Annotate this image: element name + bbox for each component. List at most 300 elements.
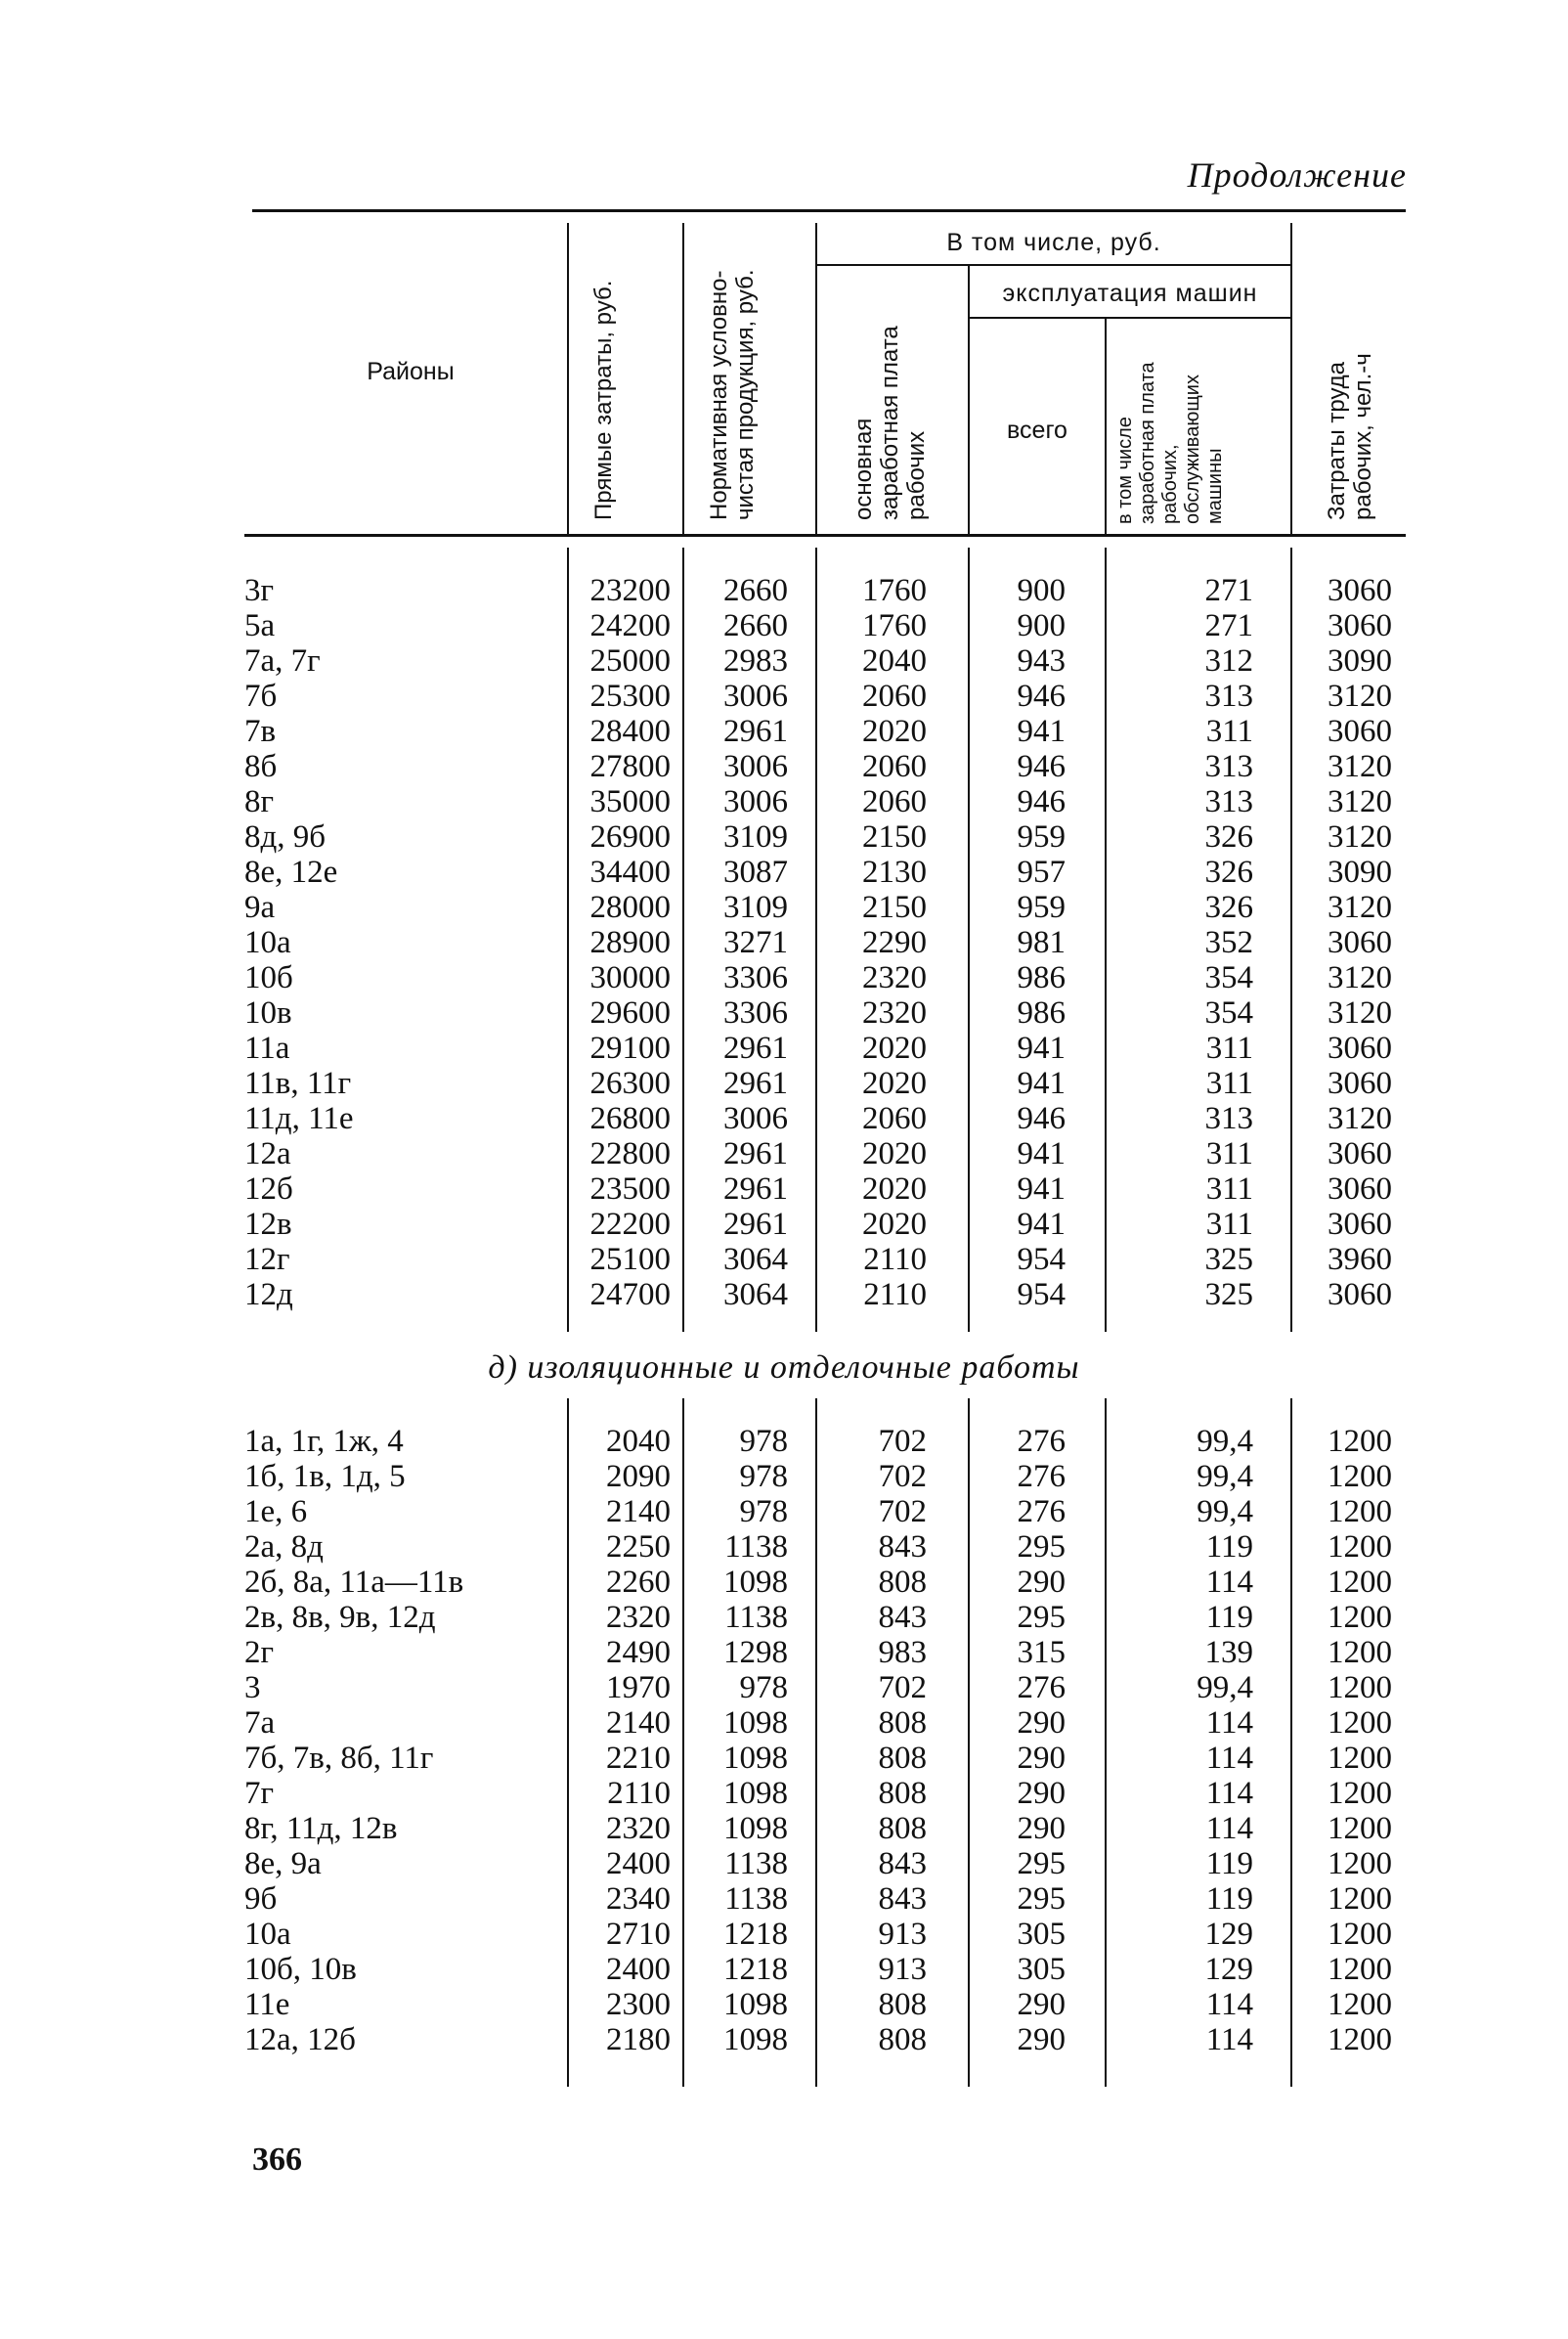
cell-labor-costs: 1200 [1328, 1811, 1392, 1846]
cell-base-wages: 808 [878, 1565, 927, 1600]
cell-normative-output: 1218 [723, 1952, 788, 1987]
cell-machine-total: 900 [1017, 608, 1066, 643]
cell-direct-costs: 2400 [606, 1952, 671, 1987]
table-row [0, 1776, 1568, 1811]
cell-machine-total: 959 [1017, 819, 1066, 855]
cell-direct-costs: 2210 [606, 1741, 671, 1776]
cell-base-wages: 808 [878, 2022, 927, 2057]
cell-machine-total: 290 [1017, 1565, 1066, 1600]
machine-rule [968, 317, 1290, 319]
cell-direct-costs: 2140 [606, 1494, 671, 1529]
cell-direct-costs: 23200 [589, 573, 671, 608]
table-row [0, 995, 1568, 1031]
cell-base-wages: 2060 [862, 679, 927, 714]
table-row [0, 1670, 1568, 1705]
cell-labor-costs: 3060 [1328, 1171, 1392, 1207]
cell-region: 10б, 10в [244, 1952, 357, 1987]
cell-machine-wages: 352 [1204, 925, 1253, 960]
cell-direct-costs: 35000 [589, 784, 671, 819]
cell-labor-costs: 1200 [1328, 1846, 1392, 1881]
table-row [0, 1424, 1568, 1459]
cell-machine-total: 315 [1017, 1635, 1066, 1670]
cell-base-wages: 702 [878, 1670, 927, 1705]
cell-machine-wages: 271 [1204, 573, 1253, 608]
cell-machine-wages: 99,4 [1197, 1424, 1253, 1459]
cell-direct-costs: 2110 [607, 1776, 671, 1811]
table-row [0, 2022, 1568, 2057]
cell-region: 7а, 7г [244, 643, 321, 679]
cell-machine-wages: 114 [1205, 1987, 1253, 2022]
cell-normative-output: 1098 [723, 1811, 788, 1846]
cell-machine-total: 941 [1017, 714, 1066, 749]
cell-machine-wages: 325 [1204, 1277, 1253, 1312]
cell-labor-costs: 1200 [1328, 1917, 1392, 1952]
column-divider [815, 1398, 817, 2087]
cell-machine-wages: 354 [1204, 960, 1253, 995]
cell-machine-total: 290 [1017, 1776, 1066, 1811]
table-row [0, 1881, 1568, 1917]
cell-normative-output: 2961 [723, 1031, 788, 1066]
cell-base-wages: 843 [878, 1529, 927, 1565]
cell-direct-costs: 25000 [589, 643, 671, 679]
cell-region: 8д, 9б [244, 819, 327, 855]
cell-direct-costs: 30000 [589, 960, 671, 995]
cell-labor-costs: 3120 [1328, 819, 1392, 855]
table-main [0, 573, 1568, 1326]
cell-machine-wages: 313 [1204, 1101, 1253, 1136]
cell-machine-wages: 119 [1205, 1600, 1253, 1635]
section-title: д) изоляционные и отделочные работы [488, 1349, 1080, 1386]
cell-labor-costs: 1200 [1328, 1494, 1392, 1529]
table-row [0, 890, 1568, 925]
table-row [0, 679, 1568, 714]
cell-direct-costs: 2250 [606, 1529, 671, 1565]
cell-machine-wages: 271 [1204, 608, 1253, 643]
cell-normative-output: 3006 [723, 679, 788, 714]
table-row [0, 1705, 1568, 1741]
cell-machine-total: 954 [1017, 1242, 1066, 1277]
cell-normative-output: 1138 [724, 1846, 788, 1881]
cell-machine-wages: 139 [1204, 1635, 1253, 1670]
table-row [0, 1101, 1568, 1136]
cell-region: 12д [244, 1277, 293, 1312]
cell-labor-costs: 3120 [1328, 960, 1392, 995]
cell-direct-costs: 28000 [589, 890, 671, 925]
cell-region: 2а, 8д [244, 1529, 324, 1565]
cell-machine-total: 276 [1017, 1424, 1066, 1459]
cell-labor-costs: 3090 [1328, 643, 1392, 679]
cell-machine-total: 276 [1017, 1670, 1066, 1705]
cell-labor-costs: 1200 [1328, 1424, 1392, 1459]
cell-base-wages: 2020 [862, 714, 927, 749]
cell-machine-wages: 129 [1204, 1917, 1253, 1952]
cell-base-wages: 808 [878, 1776, 927, 1811]
cell-normative-output: 978 [739, 1424, 788, 1459]
page-number: 366 [252, 2141, 302, 2178]
cell-machine-total: 900 [1017, 573, 1066, 608]
cell-normative-output: 2983 [723, 643, 788, 679]
cell-region: 11а [244, 1031, 290, 1066]
cell-machine-wages: 311 [1205, 1207, 1253, 1242]
column-divider [1105, 548, 1107, 1332]
cell-normative-output: 1138 [724, 1529, 788, 1565]
header-direct-costs: Прямые затраты, руб. [590, 280, 617, 520]
header-top-rule [252, 209, 1406, 212]
cell-base-wages: 2040 [862, 643, 927, 679]
cell-machine-total: 290 [1017, 1811, 1066, 1846]
cell-base-wages: 2320 [862, 960, 927, 995]
cell-labor-costs: 3120 [1328, 784, 1392, 819]
column-divider [567, 1398, 569, 2087]
cell-region: 7б, 7в, 8б, 11г [244, 1741, 434, 1776]
cell-base-wages: 913 [878, 1952, 927, 1987]
cell-region: 2б, 8а, 11а—11в [244, 1565, 464, 1600]
cell-machine-total: 290 [1017, 1705, 1066, 1741]
cell-machine-total: 305 [1017, 1952, 1066, 1987]
cell-direct-costs: 1970 [606, 1670, 671, 1705]
cell-machine-total: 295 [1017, 1846, 1066, 1881]
cell-machine-wages: 311 [1205, 1136, 1253, 1171]
table-row [0, 1277, 1568, 1312]
cell-machine-total: 943 [1017, 643, 1066, 679]
cell-labor-costs: 3120 [1328, 890, 1392, 925]
cell-labor-costs: 3120 [1328, 995, 1392, 1031]
cell-region: 8е, 9а [244, 1846, 322, 1881]
cell-labor-costs: 1200 [1328, 1635, 1392, 1670]
header-base-wages: основная заработная плата рабочих [850, 326, 930, 520]
cell-labor-costs: 3120 [1328, 749, 1392, 784]
table-row [0, 714, 1568, 749]
table-row [0, 855, 1568, 890]
cell-machine-total: 946 [1017, 749, 1066, 784]
cell-labor-costs: 1200 [1328, 1600, 1392, 1635]
cell-normative-output: 3306 [723, 995, 788, 1031]
cell-machine-total: 941 [1017, 1066, 1066, 1101]
cell-machine-total: 305 [1017, 1917, 1066, 1952]
table-row [0, 1494, 1568, 1529]
cell-machine-total: 290 [1017, 1741, 1066, 1776]
cell-base-wages: 808 [878, 1987, 927, 2022]
cell-machine-total: 946 [1017, 679, 1066, 714]
cell-base-wages: 2110 [863, 1277, 927, 1312]
cell-normative-output: 3006 [723, 749, 788, 784]
cell-region: 7в [244, 714, 277, 749]
header-labor-costs: Затраты труда рабочих, чел.-ч [1324, 353, 1376, 520]
cell-region: 10в [244, 995, 292, 1031]
cell-direct-costs: 28400 [589, 714, 671, 749]
cell-normative-output: 2660 [723, 608, 788, 643]
cell-machine-wages: 114 [1205, 1741, 1253, 1776]
table-row [0, 573, 1568, 608]
cell-labor-costs: 1200 [1328, 1776, 1392, 1811]
cell-direct-costs: 29600 [589, 995, 671, 1031]
cell-machine-wages: 114 [1205, 1705, 1253, 1741]
cell-labor-costs: 1200 [1328, 1565, 1392, 1600]
cell-machine-total: 295 [1017, 1600, 1066, 1635]
table-row [0, 1136, 1568, 1171]
cell-normative-output: 3087 [723, 855, 788, 890]
cell-normative-output: 3006 [723, 784, 788, 819]
table-row [0, 1459, 1568, 1494]
cell-base-wages: 702 [878, 1494, 927, 1529]
cell-normative-output: 2961 [723, 714, 788, 749]
continued-label: Продолжение [1187, 155, 1407, 195]
cell-normative-output: 2961 [723, 1136, 788, 1171]
cell-labor-costs: 3060 [1328, 714, 1392, 749]
cell-direct-costs: 24700 [589, 1277, 671, 1312]
table-row [0, 1066, 1568, 1101]
cell-region: 1а, 1г, 1ж, 4 [244, 1424, 404, 1459]
cell-normative-output: 3306 [723, 960, 788, 995]
cell-region: 10а [244, 925, 291, 960]
cell-machine-wages: 326 [1204, 890, 1253, 925]
cell-machine-total: 957 [1017, 855, 1066, 890]
table-row [0, 1600, 1568, 1635]
table-row [0, 784, 1568, 819]
cell-labor-costs: 1200 [1328, 2022, 1392, 2057]
column-divider [682, 548, 684, 1332]
cell-direct-costs: 23500 [589, 1171, 671, 1207]
cell-labor-costs: 3060 [1328, 1207, 1392, 1242]
cell-direct-costs: 26800 [589, 1101, 671, 1136]
cell-machine-total: 986 [1017, 960, 1066, 995]
cell-direct-costs: 24200 [589, 608, 671, 643]
cell-direct-costs: 2180 [606, 2022, 671, 2057]
cell-direct-costs: 34400 [589, 855, 671, 890]
cell-machine-wages: 311 [1205, 714, 1253, 749]
cell-base-wages: 2150 [862, 819, 927, 855]
cell-region: 11е [244, 1987, 290, 2022]
cell-labor-costs: 1200 [1328, 1459, 1392, 1494]
cell-machine-total: 295 [1017, 1881, 1066, 1917]
cell-region: 11в, 11г [244, 1066, 352, 1101]
cell-region: 8е, 12е [244, 855, 338, 890]
cell-base-wages: 2150 [862, 890, 927, 925]
cell-direct-costs: 2300 [606, 1987, 671, 2022]
header-normative-output: Нормативная условно-чистая продукция, руб. [706, 269, 759, 520]
column-divider [682, 1398, 684, 2087]
table-insulation-finishing [0, 1424, 1568, 2089]
cell-region: 8г [244, 784, 275, 819]
table-row [0, 1635, 1568, 1670]
cell-base-wages: 2130 [862, 855, 927, 890]
cell-base-wages: 2020 [862, 1066, 927, 1101]
column-divider [1105, 1398, 1107, 2087]
table-row [0, 1565, 1568, 1600]
cell-machine-total: 986 [1017, 995, 1066, 1031]
cell-labor-costs: 3120 [1328, 679, 1392, 714]
header-including: В том числе, руб. [946, 228, 1161, 256]
cell-machine-total: 946 [1017, 1101, 1066, 1136]
cell-direct-costs: 22800 [589, 1136, 671, 1171]
cell-region: 8г, 11д, 12в [244, 1811, 398, 1846]
cell-machine-wages: 119 [1205, 1529, 1253, 1565]
cell-region: 12а [244, 1136, 291, 1171]
cell-base-wages: 2060 [862, 784, 927, 819]
cell-base-wages: 702 [878, 1459, 927, 1494]
cell-direct-costs: 2340 [606, 1881, 671, 1917]
cell-base-wages: 843 [878, 1881, 927, 1917]
cell-labor-costs: 3060 [1328, 1277, 1392, 1312]
cell-region: 12б [244, 1171, 293, 1207]
cell-machine-wages: 313 [1204, 679, 1253, 714]
cell-labor-costs: 1200 [1328, 1705, 1392, 1741]
header-bottom-rule [244, 534, 1406, 537]
cell-labor-costs: 3060 [1328, 1066, 1392, 1101]
cell-labor-costs: 3060 [1328, 1136, 1392, 1171]
cell-normative-output: 1098 [723, 1705, 788, 1741]
cell-base-wages: 2320 [862, 995, 927, 1031]
header-machine-total: всего [1007, 416, 1067, 444]
cell-direct-costs: 2320 [606, 1811, 671, 1846]
cell-base-wages: 808 [878, 1705, 927, 1741]
cell-base-wages: 2060 [862, 1101, 927, 1136]
cell-direct-costs: 26900 [589, 819, 671, 855]
cell-normative-output: 2961 [723, 1207, 788, 1242]
cell-region: 7а [244, 1705, 276, 1741]
cell-region: 5а [244, 608, 276, 643]
table-row [0, 819, 1568, 855]
cell-machine-total: 290 [1017, 1987, 1066, 2022]
cell-region: 2г [244, 1635, 275, 1670]
cell-labor-costs: 3120 [1328, 1101, 1392, 1136]
cell-labor-costs: 3060 [1328, 925, 1392, 960]
cell-direct-costs: 2400 [606, 1846, 671, 1881]
cell-base-wages: 702 [878, 1424, 927, 1459]
table-row [0, 1952, 1568, 1987]
cell-direct-costs: 2090 [606, 1459, 671, 1494]
table-row [0, 1207, 1568, 1242]
table-row [0, 643, 1568, 679]
cell-machine-total: 954 [1017, 1277, 1066, 1312]
cell-labor-costs: 3060 [1328, 573, 1392, 608]
cell-normative-output: 1098 [723, 1565, 788, 1600]
cell-direct-costs: 2710 [606, 1917, 671, 1952]
cell-base-wages: 913 [878, 1917, 927, 1952]
cell-base-wages: 808 [878, 1811, 927, 1846]
cell-machine-total: 946 [1017, 784, 1066, 819]
cell-region: 10б [244, 960, 293, 995]
cell-machine-wages: 311 [1205, 1031, 1253, 1066]
cell-machine-wages: 312 [1204, 643, 1253, 679]
cell-machine-total: 941 [1017, 1171, 1066, 1207]
cell-base-wages: 2110 [863, 1242, 927, 1277]
cell-normative-output: 978 [739, 1670, 788, 1705]
header-machine-wages: в том числе заработная плата рабочих, обслуживающих машины [1114, 362, 1226, 524]
cell-normative-output: 978 [739, 1494, 788, 1529]
cell-region: 1е, 6 [244, 1494, 308, 1529]
cell-region: 7г [244, 1776, 275, 1811]
cell-normative-output: 1218 [723, 1917, 788, 1952]
cell-direct-costs: 29100 [589, 1031, 671, 1066]
cell-machine-total: 276 [1017, 1494, 1066, 1529]
table-row [0, 925, 1568, 960]
column-divider [815, 548, 817, 1332]
cell-region: 2в, 8в, 9в, 12д [244, 1600, 436, 1635]
cell-normative-output: 3006 [723, 1101, 788, 1136]
cell-direct-costs: 25100 [589, 1242, 671, 1277]
cell-machine-wages: 114 [1205, 1776, 1253, 1811]
cell-region: 12в [244, 1207, 292, 1242]
cell-labor-costs: 3060 [1328, 1031, 1392, 1066]
cell-direct-costs: 2490 [606, 1635, 671, 1670]
cell-direct-costs: 25300 [589, 679, 671, 714]
table-row [0, 608, 1568, 643]
cell-normative-output: 1098 [723, 1776, 788, 1811]
cell-region: 1б, 1в, 1д, 5 [244, 1459, 406, 1494]
cell-normative-output: 2961 [723, 1171, 788, 1207]
column-divider [1290, 1398, 1292, 2087]
cell-machine-wages: 119 [1205, 1846, 1253, 1881]
cell-normative-output: 3109 [723, 819, 788, 855]
cell-machine-wages: 326 [1204, 819, 1253, 855]
cell-base-wages: 1760 [862, 573, 927, 608]
cell-region: 12г [244, 1242, 290, 1277]
table-row [0, 1529, 1568, 1565]
cell-direct-costs: 26300 [589, 1066, 671, 1101]
table-row [0, 1987, 1568, 2022]
column-divider [1290, 548, 1292, 1332]
cell-base-wages: 983 [878, 1635, 927, 1670]
cell-base-wages: 2290 [862, 925, 927, 960]
cell-base-wages: 2020 [862, 1171, 927, 1207]
table-row [0, 1917, 1568, 1952]
cell-labor-costs: 1200 [1328, 1881, 1392, 1917]
column-divider [567, 548, 569, 1332]
cell-base-wages: 2020 [862, 1031, 927, 1066]
cell-labor-costs: 3060 [1328, 608, 1392, 643]
cell-region: 9а [244, 890, 276, 925]
cell-machine-wages: 114 [1205, 1811, 1253, 1846]
cell-machine-total: 295 [1017, 1529, 1066, 1565]
cell-machine-wages: 325 [1204, 1242, 1253, 1277]
cell-base-wages: 843 [878, 1846, 927, 1881]
cell-machine-wages: 99,4 [1197, 1670, 1253, 1705]
cell-machine-wages: 114 [1205, 1565, 1253, 1600]
cell-region: 9б [244, 1881, 278, 1917]
cell-machine-wages: 311 [1205, 1171, 1253, 1207]
cell-machine-wages: 114 [1205, 2022, 1253, 2057]
table-row [0, 1846, 1568, 1881]
cell-normative-output: 1138 [724, 1881, 788, 1917]
table-row [0, 1811, 1568, 1846]
cell-labor-costs: 3090 [1328, 855, 1392, 890]
table-row [0, 960, 1568, 995]
cell-machine-wages: 313 [1204, 784, 1253, 819]
cell-normative-output: 1298 [723, 1635, 788, 1670]
column-divider [968, 548, 970, 1332]
cell-machine-wages: 326 [1204, 855, 1253, 890]
header-machine-operation: эксплуатация машин [1002, 279, 1258, 307]
cell-normative-output: 3064 [723, 1277, 788, 1312]
cell-labor-costs: 1200 [1328, 1529, 1392, 1565]
cell-machine-total: 941 [1017, 1031, 1066, 1066]
cell-machine-wages: 119 [1205, 1881, 1253, 1917]
cell-normative-output: 1098 [723, 2022, 788, 2057]
cell-normative-output: 3064 [723, 1242, 788, 1277]
cell-direct-costs: 2040 [606, 1424, 671, 1459]
cell-normative-output: 2660 [723, 573, 788, 608]
cell-machine-total: 981 [1017, 925, 1066, 960]
cell-direct-costs: 28900 [589, 925, 671, 960]
cell-direct-costs: 2320 [606, 1600, 671, 1635]
table-row [0, 1741, 1568, 1776]
cell-machine-wages: 311 [1205, 1066, 1253, 1101]
cell-base-wages: 2020 [862, 1136, 927, 1171]
cell-region: 10а [244, 1917, 291, 1952]
cell-machine-wages: 99,4 [1197, 1459, 1253, 1494]
cell-machine-wages: 129 [1204, 1952, 1253, 1987]
